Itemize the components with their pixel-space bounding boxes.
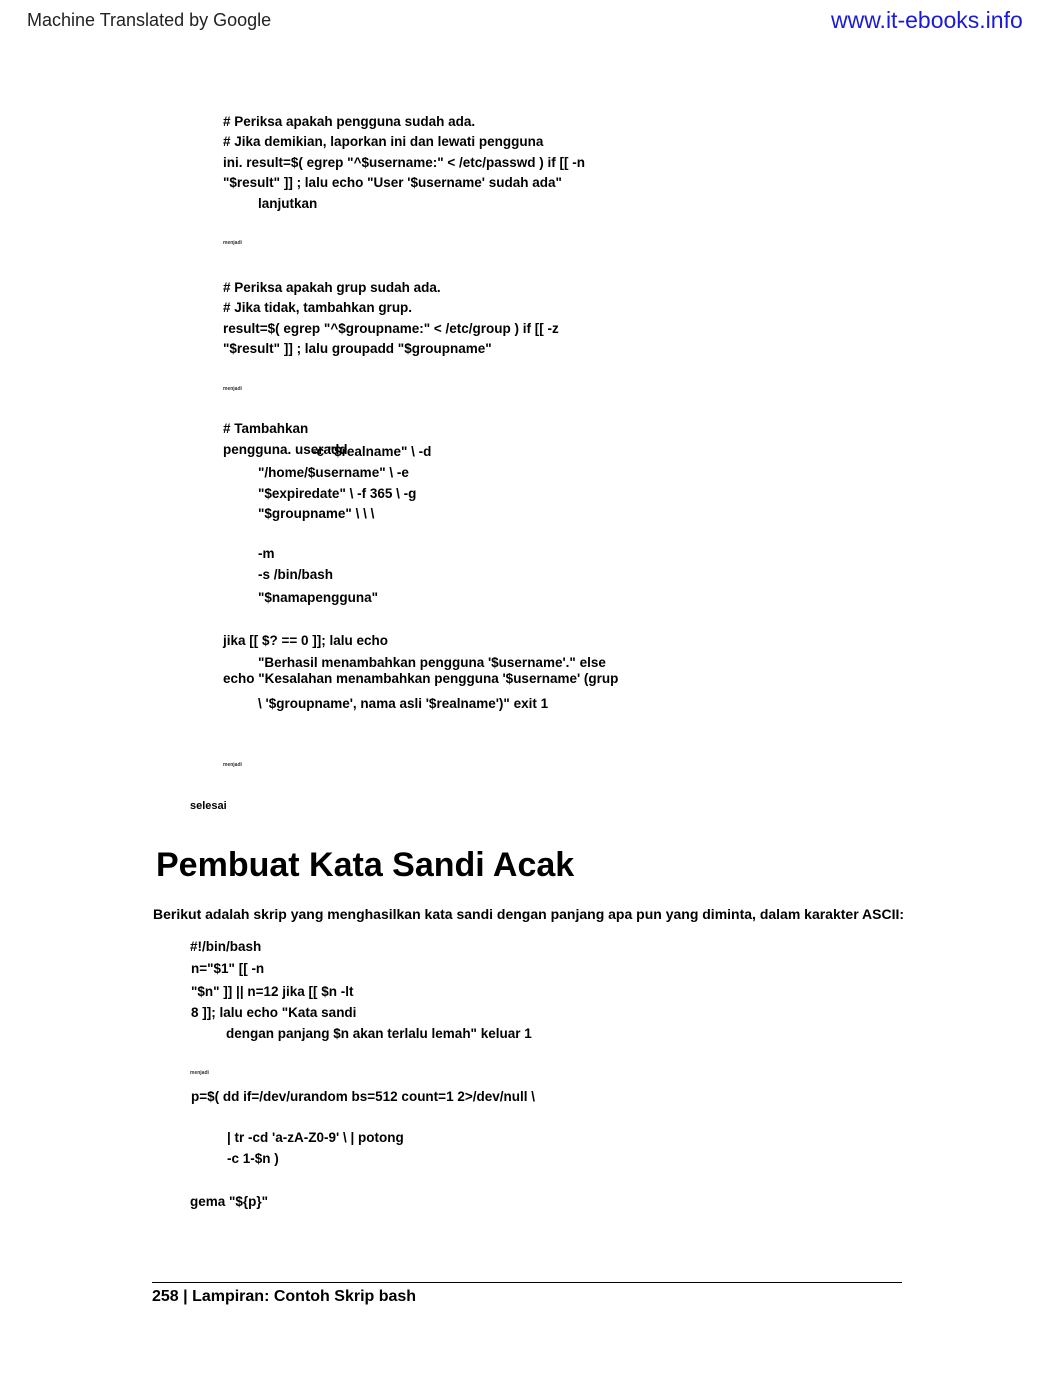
code-line: dengan panjang $n akan terlalu lemah" keluar 1 [226,1026,532,1041]
code-line: jika [[ $? == 0 ]]; lalu echo [223,633,389,648]
code-line: #!/bin/bash [190,939,262,954]
code-line: "/home/$username" \ -e [258,465,409,480]
code-line: gema "${p}" [190,1194,269,1209]
code-line: "$expiredate" \ -f 365 \ -g [258,486,417,501]
code-line: "$namapengguna" [258,590,379,605]
code-line: p=$( dd if=/dev/urandom bs=512 count=1 2>/dev/null \ [191,1089,535,1104]
code-line: "$groupname" \ \ \ [258,506,375,521]
code-line: lanjutkan [258,196,318,211]
code-line: # Periksa apakah pengguna sudah ada. [223,114,476,129]
code-line: selesai [190,800,227,812]
code-line: "Berhasil menambahkan pengguna '$username'." else [258,655,606,670]
footer-rule [152,1282,902,1283]
garbled-marker: menjadi [190,1070,209,1076]
code-line: n="$1" [[ -n [191,961,265,976]
section-intro: Berikut adalah skrip yang menghasilkan kata sandi dengan panjang apa pun yang diminta, dalam karakter ASCII: [153,906,905,922]
code-line: echo "Kesalahan menambahkan pengguna '$username' (grup [223,671,619,686]
code-line: -s /bin/bash [258,567,334,582]
code-line: -c "$realname" \ -d [312,444,432,459]
code-line: # Periksa apakah grup sudah ada. [223,280,441,295]
code-line: "$result" ]] ; lalu groupadd "$groupname" [223,341,492,356]
page-footer: 258 | Lampiran: Contoh Skrip bash [152,1288,417,1305]
code-line: -m [258,546,275,561]
garbled-marker: menjadi [223,240,242,246]
code-line: result=$( egrep "^$groupname:" < /etc/group ) if [[ -z [223,321,559,336]
code-line: ini. result=$( egrep "^$username:" < /etc/passwd ) if [[ -n [223,155,586,170]
code-line: pengguna. useradd [223,442,348,457]
code-line: -c 1-$n ) [227,1151,279,1166]
code-line: # Tambahkan [223,421,309,436]
code-line: # Jika demikian, laporkan ini dan lewati pengguna [223,134,544,149]
code-line: 8 ]]; lalu echo "Kata sandi [191,1005,357,1020]
garbled-marker: menjadi [223,386,242,392]
code-line: \ '$groupname', nama asli '$realname')" exit 1 [258,696,549,711]
code-line: # Jika tidak, tambahkan grup. [223,300,413,315]
translation-notice: Machine Translated by Google [27,10,272,30]
code-line: | tr -cd 'a-zA-Z0-9' \ | potong [227,1130,404,1145]
garbled-marker: menjadi [223,762,242,768]
code-line: "$n" ]] || n=12 jika [[ $n -lt [191,984,354,999]
section-heading: Pembuat Kata Sandi Acak [156,846,575,884]
code-line: "$result" ]] ; lalu echo "User '$username' sudah ada" [223,175,562,190]
website-link[interactable]: www.it-ebooks.info [831,7,1023,33]
